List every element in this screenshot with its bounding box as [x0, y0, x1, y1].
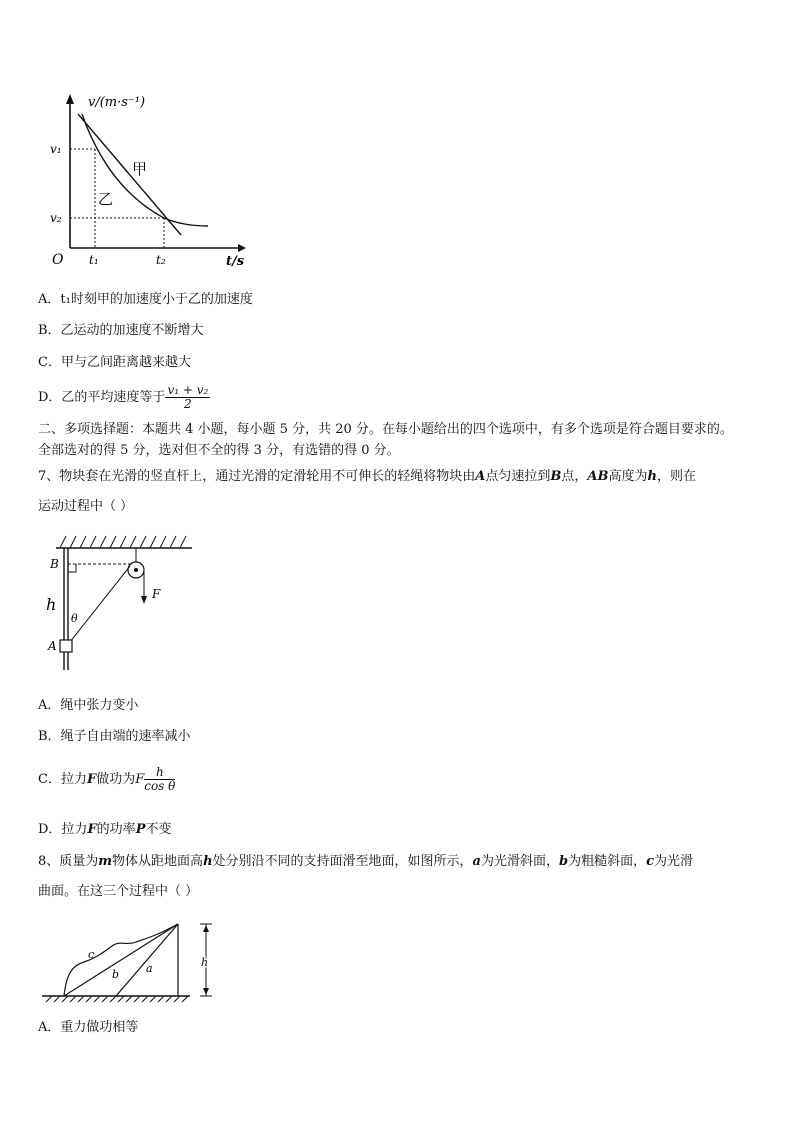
rope-diagonal — [70, 566, 130, 642]
q8-surface-b: b — [558, 854, 569, 869]
fraction-numerator: v₁ + v₂ — [167, 383, 209, 397]
q6-option-a — [38, 292, 253, 308]
height-arrow-up-icon — [203, 925, 209, 932]
q7-option-c-text: 做功为 — [96, 772, 136, 787]
fraction-numerator: h — [144, 766, 175, 780]
q7-option-b: B．绳子自由端的速率减小 — [38, 729, 191, 744]
q7-text: 高度为 — [608, 469, 648, 484]
q7-option-c-text: C．拉力 — [38, 772, 87, 787]
q7-point-b: B — [550, 469, 562, 484]
ceiling-hatch — [60, 536, 186, 548]
origin-label: O — [52, 252, 64, 268]
ground-hatch — [46, 996, 188, 1002]
q6-option-a-t1: t₁ — [60, 292, 71, 307]
label-h: h — [46, 595, 57, 614]
q8-text: 8、质量为 — [38, 854, 99, 869]
q8-surface-a: a — [472, 854, 481, 869]
q7-option-c-f: F — [86, 772, 97, 787]
q7-point-a: A — [475, 469, 486, 484]
q8-option-a: A．重力做功相等 — [38, 1020, 139, 1035]
q8-stem-line2: 曲面。在这三个过程中（ ） — [38, 884, 199, 899]
y-axis-label: v/(m·s⁻¹) — [88, 95, 146, 110]
label-a: A — [48, 639, 57, 653]
x-axis-arrow — [238, 244, 246, 252]
q6-option-b: B．乙运动的加速度不断增大 — [38, 323, 204, 338]
q7-option-c-fraction — [144, 766, 175, 793]
velocity-time-graph — [48, 88, 248, 273]
q6-option-a-prefix: A． — [38, 292, 61, 307]
q7-option-d-text: 不变 — [145, 822, 172, 837]
pulley-diagram — [40, 534, 200, 676]
q7-option-d — [38, 822, 171, 838]
fraction-denominator: cos θ — [144, 779, 176, 793]
q7-option-d-p: P — [135, 822, 146, 837]
jia-line — [78, 114, 181, 235]
fraction-denominator: 2 — [184, 397, 192, 411]
q6-option-c: C．甲与乙间距离越来越大 — [38, 355, 191, 370]
q8-text: 为光滑 — [654, 854, 694, 869]
q8-text: 为光滑斜面， — [480, 854, 559, 869]
q7-text: ，则在 — [656, 469, 696, 484]
label-c: c — [88, 948, 95, 961]
label-b: b — [112, 968, 120, 981]
pulley-axle — [134, 568, 138, 572]
q7-option-d-text: D．拉力 — [38, 822, 88, 837]
q7-option-d-f: F — [87, 822, 97, 837]
label-h: h — [201, 956, 209, 969]
q7-option-a: A．绳中张力变小 — [38, 698, 139, 713]
q7-option-c — [38, 766, 175, 793]
label-f: F — [152, 587, 161, 601]
q6-option-d-text: D．乙的平均速度等于 — [38, 390, 166, 405]
height-arrow-down-icon — [203, 988, 209, 995]
block — [60, 640, 72, 652]
section2-line2: 全部选对的得 5 分，选对但不全的得 3 分，有选错的得 0 分。 — [38, 443, 400, 458]
q7-option-d-text: 的功率 — [96, 822, 136, 837]
label-b: B — [50, 557, 59, 571]
q7-segment-ab: AB — [587, 469, 609, 484]
q7-stem-line2: 运动过程中（ ） — [38, 499, 134, 514]
v1-label: v₁ — [50, 142, 62, 156]
t1-label: t₁ — [89, 253, 99, 267]
y-axis-arrow — [66, 94, 74, 104]
q7-height-h: h — [647, 469, 657, 484]
q8-stem-line1 — [38, 854, 693, 870]
q8-height-h: h — [203, 854, 213, 869]
q6-option-d-fraction — [165, 384, 210, 411]
slope-a — [116, 924, 178, 996]
slope-b — [64, 924, 178, 996]
q7-text: 点匀速拉到 — [485, 469, 551, 484]
yi-label: 乙 — [98, 190, 114, 208]
t2-label: t₂ — [156, 253, 166, 267]
q7-text: 点， — [561, 469, 588, 484]
q8-text: 为粗糙斜面， — [568, 854, 647, 869]
section2-line1: 二、多项选择题：本题共 4 小题，每小题 5 分，共 20 分。在每小题给出的四个选项中，有多个选项是符合题目要求的。 — [38, 422, 733, 437]
label-a: a — [146, 962, 153, 975]
label-theta: θ — [71, 612, 78, 625]
q8-text: 处分别沿不同的支持面滑至地面，如图所示， — [212, 854, 473, 869]
q6-option-d — [38, 384, 210, 411]
x-axis-label: t/s — [226, 254, 245, 269]
q8-surface-c: c — [646, 854, 655, 869]
right-angle-mark — [68, 564, 76, 572]
jia-label: 甲 — [132, 160, 148, 178]
q8-mass-m: m — [98, 854, 113, 869]
slopes-diagram — [40, 916, 220, 1008]
q7-stem-line1 — [38, 469, 696, 485]
q7-text: 7、物块套在光滑的竖直杆上，通过光滑的定滑轮用不可伸长的轻绳将物块由 — [38, 469, 476, 484]
q8-text: 物体从距地面高 — [112, 854, 204, 869]
force-arrow-icon — [141, 596, 147, 604]
q7-option-c-f: F — [135, 772, 145, 787]
v2-label: v₂ — [50, 211, 62, 225]
q6-option-a-text: 时刻甲的加速度小于乙的加速度 — [70, 292, 253, 307]
